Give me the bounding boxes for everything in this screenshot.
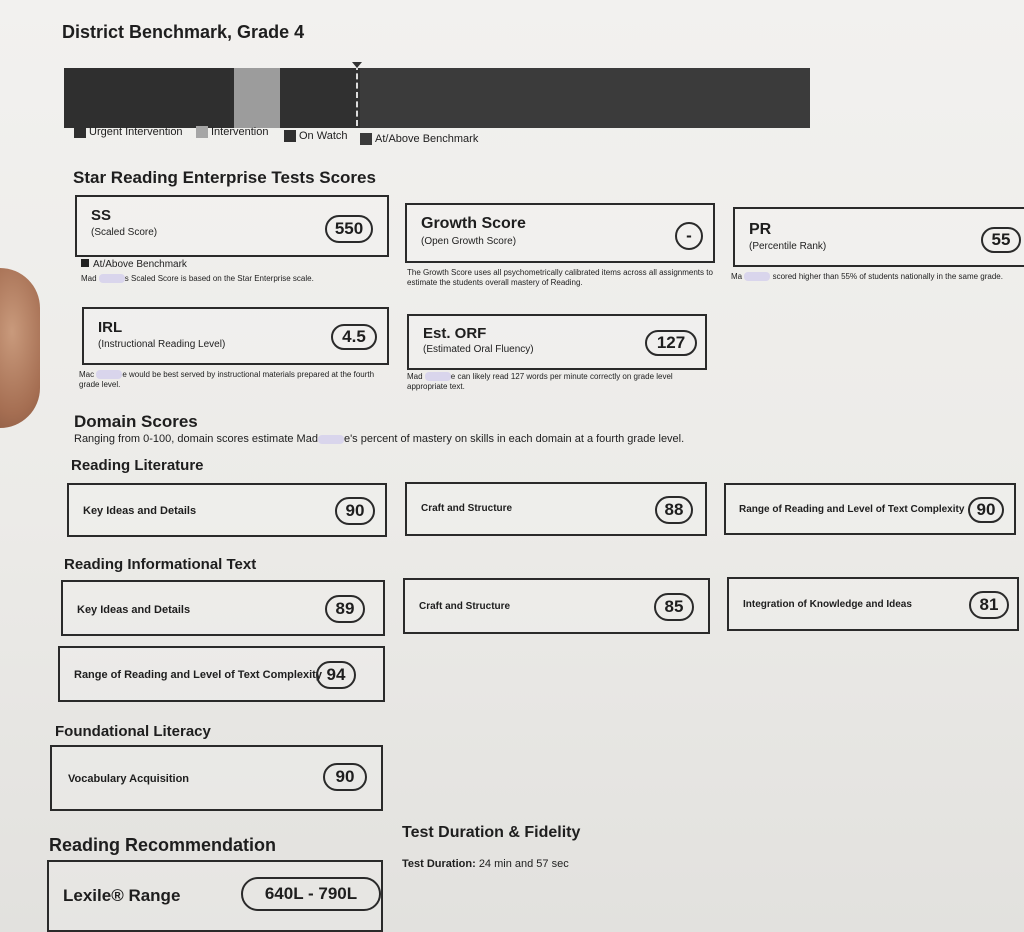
ss-status	[81, 259, 187, 270]
pr-note-b: scored higher than 55% of students nationally in the same grade.	[772, 272, 1003, 281]
pr-title: PR	[749, 221, 772, 238]
redaction	[744, 272, 770, 281]
star-scores-heading: Star Reading Enterprise Tests Scores	[73, 168, 376, 187]
thumb-photo-artifact	[0, 268, 40, 428]
domain-value: 88	[655, 496, 693, 524]
orf-title: Est. ORF	[423, 325, 487, 342]
lexile-box	[47, 860, 383, 932]
domain-box	[58, 646, 385, 702]
domain-value: 94	[316, 661, 356, 689]
legend-on-watch	[284, 130, 348, 142]
score-marker	[356, 64, 358, 126]
domain-value: 90	[323, 763, 367, 791]
foundational-literacy-heading: Foundational Literacy	[55, 723, 211, 740]
orf-score-box	[407, 314, 707, 370]
irl-subtitle: (Instructional Reading Level)	[98, 339, 226, 350]
domain-box	[50, 745, 383, 811]
legend-intervention	[196, 126, 268, 138]
redaction	[99, 274, 125, 283]
domain-value: 81	[969, 591, 1009, 619]
domain-label: Key Ideas and Details	[83, 505, 197, 517]
test-duration-value: 24 min and 57 sec	[478, 858, 569, 870]
ss-note-b: s Scaled Score is based on the Star Enterprise scale.	[124, 274, 314, 283]
test-duration-label: Test Duration:	[402, 858, 476, 870]
domain-desc-a: Ranging from 0-100, domain scores estimate Mad	[74, 433, 318, 445]
domain-label: Range of Reading and Level of Text Complexity	[74, 669, 322, 681]
domain-box	[67, 483, 387, 537]
domain-box	[724, 483, 1016, 535]
domain-box	[61, 580, 385, 636]
domain-label: Craft and Structure	[421, 503, 513, 514]
legend-swatch-above	[360, 133, 372, 145]
pr-note-a: Ma	[731, 272, 743, 281]
domain-description	[74, 433, 684, 445]
irl-value: 4.5	[331, 324, 377, 350]
bar-segment-on-watch	[280, 68, 360, 128]
orf-note	[407, 372, 707, 392]
legend-label: Urgent Intervention	[89, 126, 183, 138]
ss-subtitle: (Scaled Score)	[91, 227, 158, 238]
domain-value: 90	[968, 497, 1004, 523]
ss-note	[81, 274, 314, 284]
domain-box	[403, 578, 710, 634]
redaction	[425, 372, 451, 381]
irl-title: IRL	[98, 319, 123, 336]
redaction	[96, 370, 122, 379]
irl-note-b: e would be best served by instructional materials prepared at the fourth grade level.	[79, 370, 375, 389]
irl-note	[79, 370, 389, 390]
legend-swatch-urgent	[74, 126, 86, 138]
domain-value: 85	[654, 593, 694, 621]
legend-above	[360, 133, 478, 145]
legend-label: At/Above Benchmark	[375, 133, 479, 145]
growth-note: The Growth Score uses all psychometrically calibrated items across all assignments to estimate the students overall mastery of Reading.	[407, 268, 713, 287]
pr-score-box	[733, 207, 1024, 267]
domain-box	[727, 577, 1019, 631]
domain-label: Key Ideas and Details	[77, 604, 191, 616]
legend-swatch-intervention	[196, 126, 208, 138]
test-duration-heading: Test Duration & Fidelity	[402, 824, 581, 841]
growth-subtitle: (Open Growth Score)	[421, 236, 517, 247]
growth-title: Growth Score	[421, 215, 526, 232]
bar-segment-intervention	[234, 68, 280, 128]
domain-label: Vocabulary Acquisition	[68, 773, 190, 785]
domain-desc-b: e's percent of mastery on skills in each domain at a fourth grade level.	[343, 433, 685, 445]
pr-subtitle: (Percentile Rank)	[749, 241, 827, 252]
domain-label: Range of Reading and Level of Text Complexity	[739, 504, 965, 515]
irl-note-a: Mac	[79, 370, 95, 379]
domain-label: Craft and Structure	[419, 601, 511, 612]
orf-note-b: e can likely read 127 words per minute correctly on grade level appropriate text.	[407, 372, 673, 391]
ss-score-box	[75, 195, 389, 257]
legend-label: Intervention	[211, 126, 269, 138]
lexile-value: 640L - 790L	[241, 877, 381, 911]
domain-label: Integration of Knowledge and Ideas	[743, 599, 912, 610]
ss-status-label: At/Above Benchmark	[93, 259, 187, 270]
orf-subtitle: (Estimated Oral Fluency)	[423, 344, 534, 355]
growth-score-box	[405, 203, 715, 263]
domain-box	[405, 482, 707, 536]
redaction	[318, 435, 344, 444]
legend-urgent	[74, 126, 183, 138]
page-title: District Benchmark, Grade 4	[62, 22, 305, 42]
pr-note	[731, 272, 1021, 282]
reading-literature-heading: Reading Literature	[71, 457, 204, 474]
domain-value: 90	[335, 497, 375, 525]
orf-value: 127	[645, 330, 697, 356]
status-square-icon	[81, 259, 89, 267]
irl-score-box	[82, 307, 389, 365]
growth-value: -	[675, 222, 703, 250]
ss-title: SS	[91, 207, 112, 224]
legend-label: On Watch	[299, 130, 348, 142]
test-duration-line	[402, 858, 569, 870]
score-marker-tip	[352, 62, 362, 68]
pr-value: 55	[981, 227, 1021, 253]
legend-swatch-on-watch	[284, 130, 296, 142]
domain-scores-heading: Domain Scores	[74, 412, 198, 431]
bar-segment-above	[360, 68, 810, 128]
benchmark-bar	[64, 68, 810, 128]
reading-recommendation-heading: Reading Recommendation	[49, 835, 277, 855]
ss-note-a: Mad	[81, 274, 97, 283]
domain-value: 89	[325, 595, 365, 623]
orf-note-a: Mad	[407, 372, 423, 381]
bar-segment-urgent	[64, 68, 234, 128]
ss-value: 550	[325, 215, 373, 243]
reading-informational-heading: Reading Informational Text	[64, 556, 257, 573]
lexile-label: Lexile® Range	[63, 886, 181, 905]
